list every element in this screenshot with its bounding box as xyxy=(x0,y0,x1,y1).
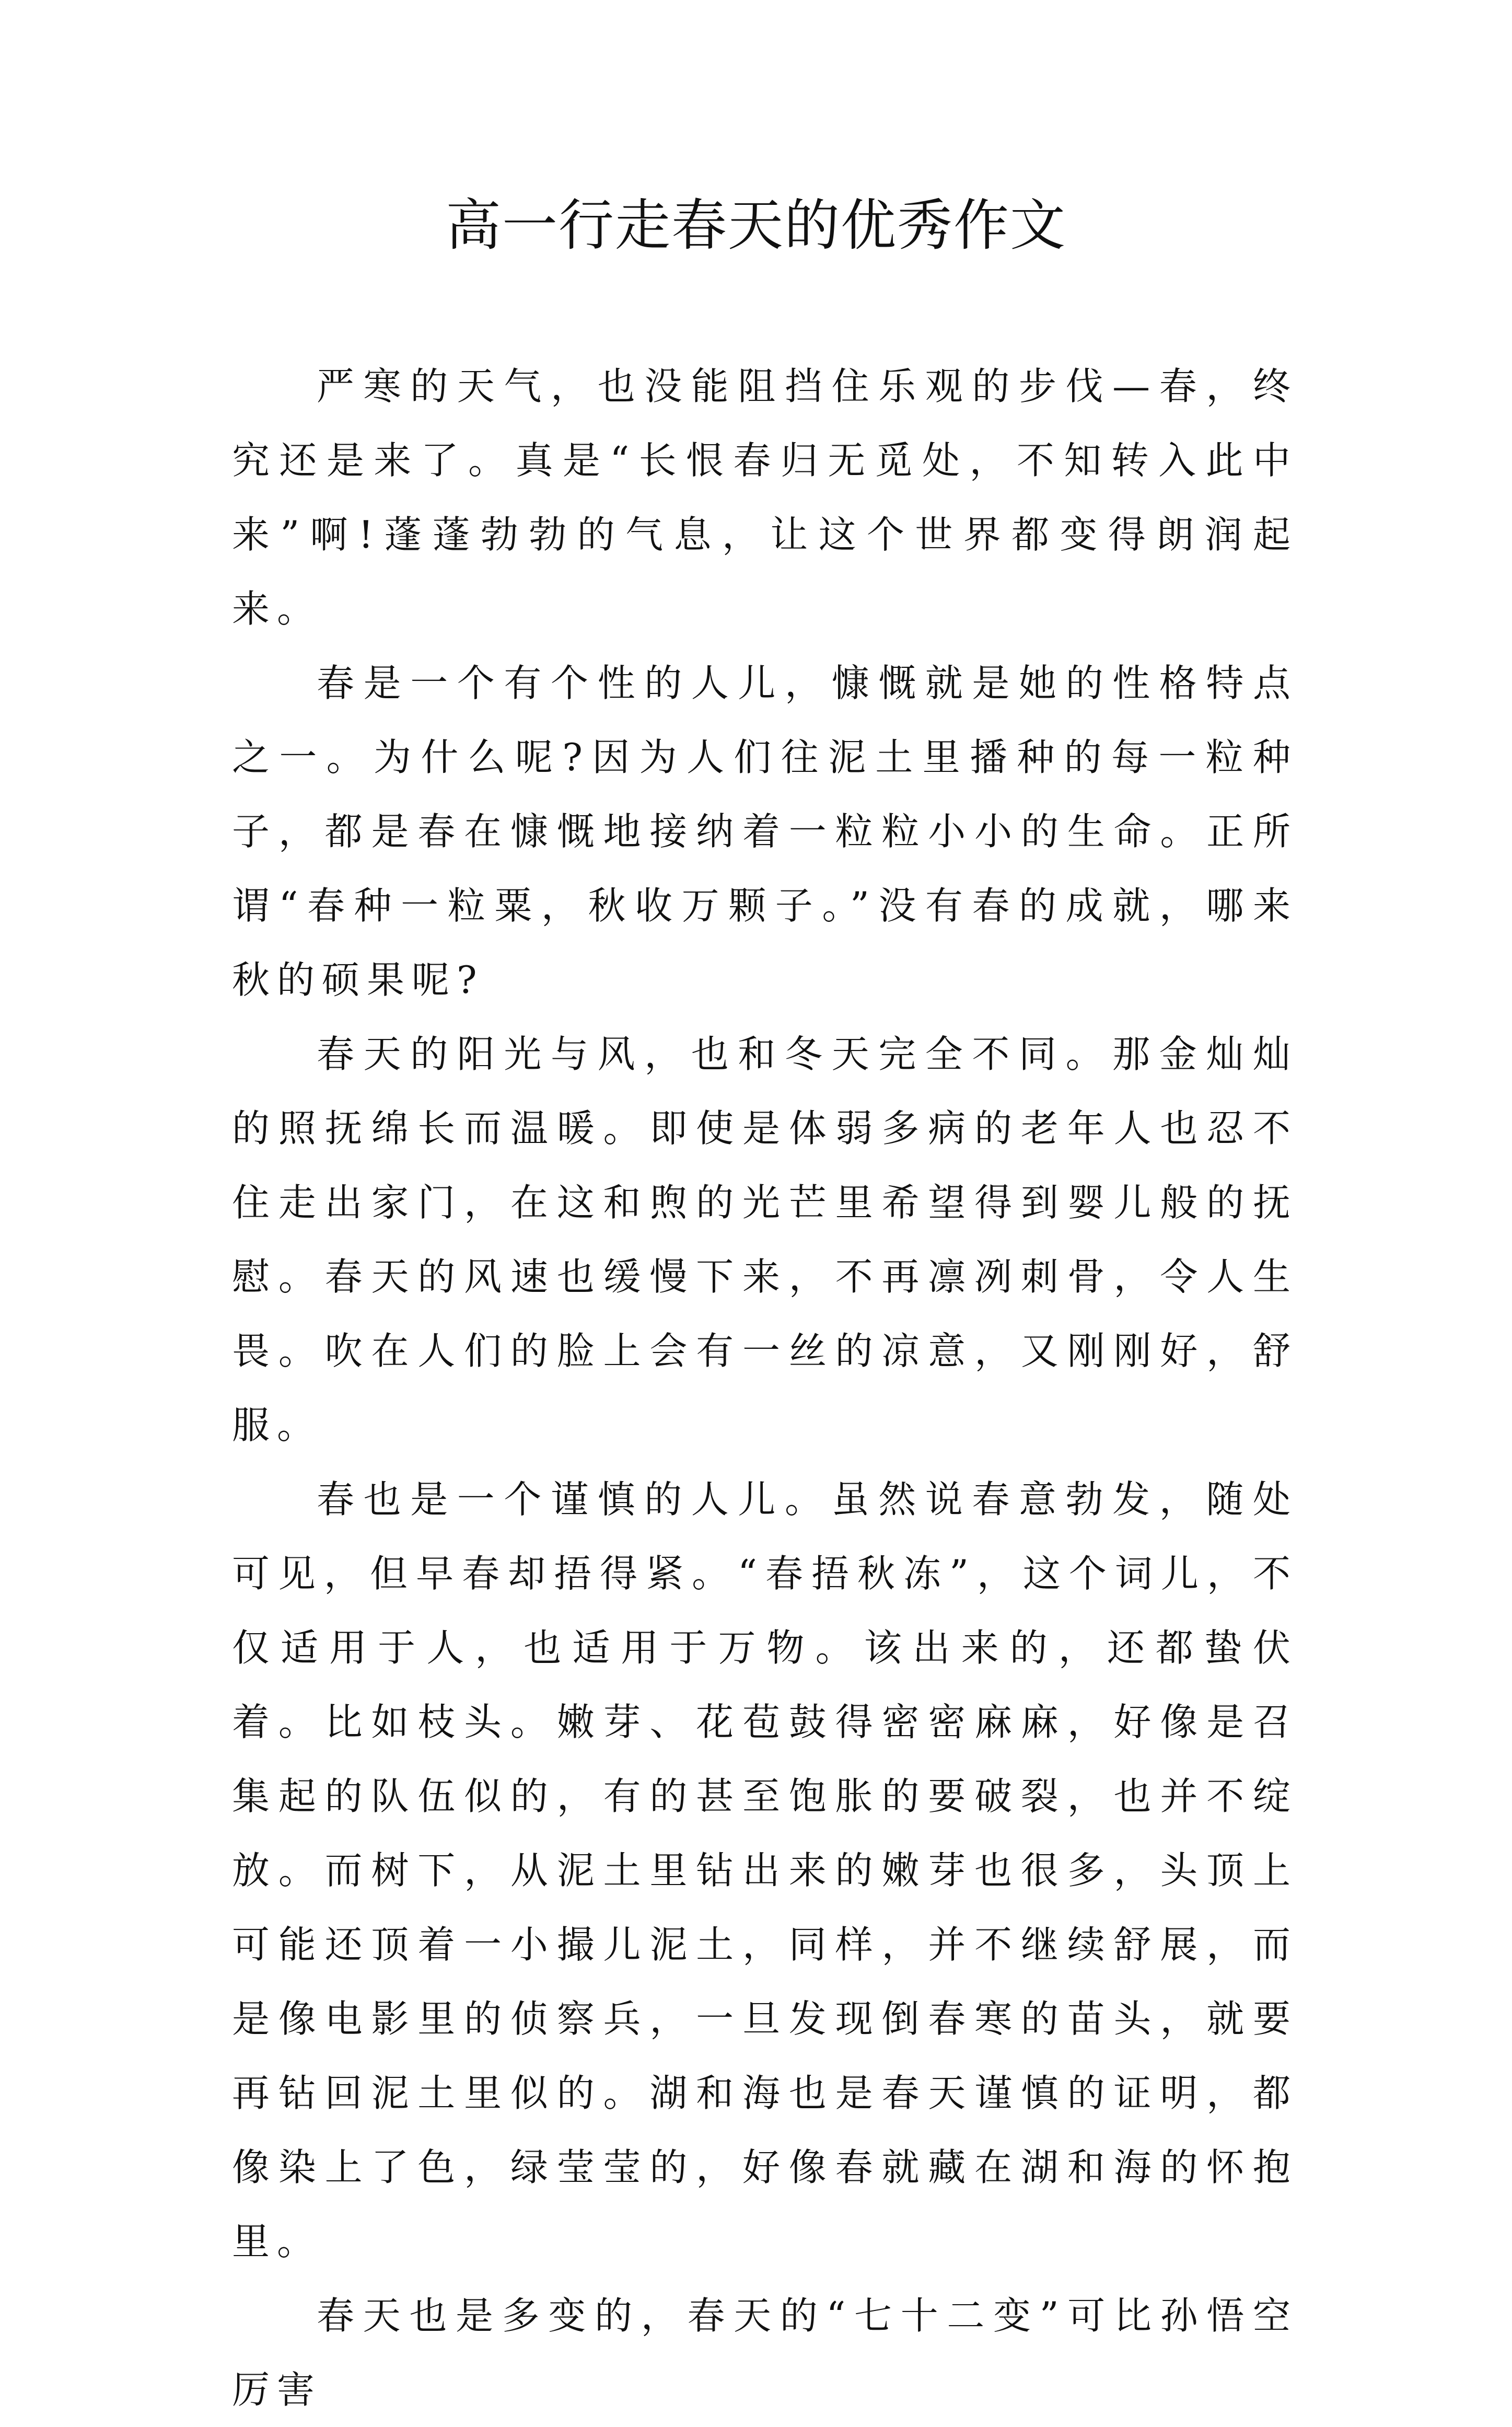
document-body xyxy=(232,349,1298,2427)
paragraph-2: 春是一个有个性的人儿，慷慨就是她的性格特点之一。为什么呢?因为人们往泥土里播种的每一粒种子，都是春在慷慨地接纳着一粒粒小小的生命。正所谓“春种一粒粟，秋收万颗子。”没有春的成就，哪来秋的硕果呢? xyxy=(232,661,1298,1002)
paragraph-3: 春天的阳光与风，也和冬天完全不同。那金灿灿的照抚绵长而温暖。即使是体弱多病的老年人也忍不住走出家门，在这和煦的光芒里希望得到婴儿般的抚慰。春天的风速也缓慢下来，不再凛冽刺骨，令人生畏。吹在人们的脸上会有一丝的凉意，又刚刚好，舒服。 xyxy=(232,1032,1298,1447)
document-title: 高一行走春天的优秀作文 xyxy=(446,193,1066,258)
paragraph-1: 严寒的天气，也没能阻挡住乐观的步伐—春，终究还是来了。真是“长恨春归无觅处，不知转入此中来”啊!蓬蓬勃勃的气息，让这个世界都变得朗润起来。 xyxy=(232,364,1298,631)
paragraph-4: 春也是一个谨慎的人儿。虽然说春意勃发，随处可见，但早春却捂得紧。“春捂秋冻”，这个词儿，不仅适用于人，也适用于万物。该出来的，还都蛰伏着。比如枝头。嫩芽、花苞鼓得密密麻麻，好像是召集起的队伍似的，有的甚至饱胀的要破裂，也并不绽放。而树下，从泥土里钻出来的嫩芽也很多，头顶上可能还顶着一小撮儿泥土，同样，并不继续舒展，而是像电影里的侦察兵，一旦发现倒春寒的苗头，就要再钻回泥土里似的。湖和海也是春天谨慎的证明，都像染上了色，绿莹莹的，好像春就藏在湖和海的怀抱里。 xyxy=(232,1477,1298,2263)
paragraph-5: 春天也是多变的，春天的“七十二变”可比孙悟空厉害 xyxy=(232,2294,1298,2412)
